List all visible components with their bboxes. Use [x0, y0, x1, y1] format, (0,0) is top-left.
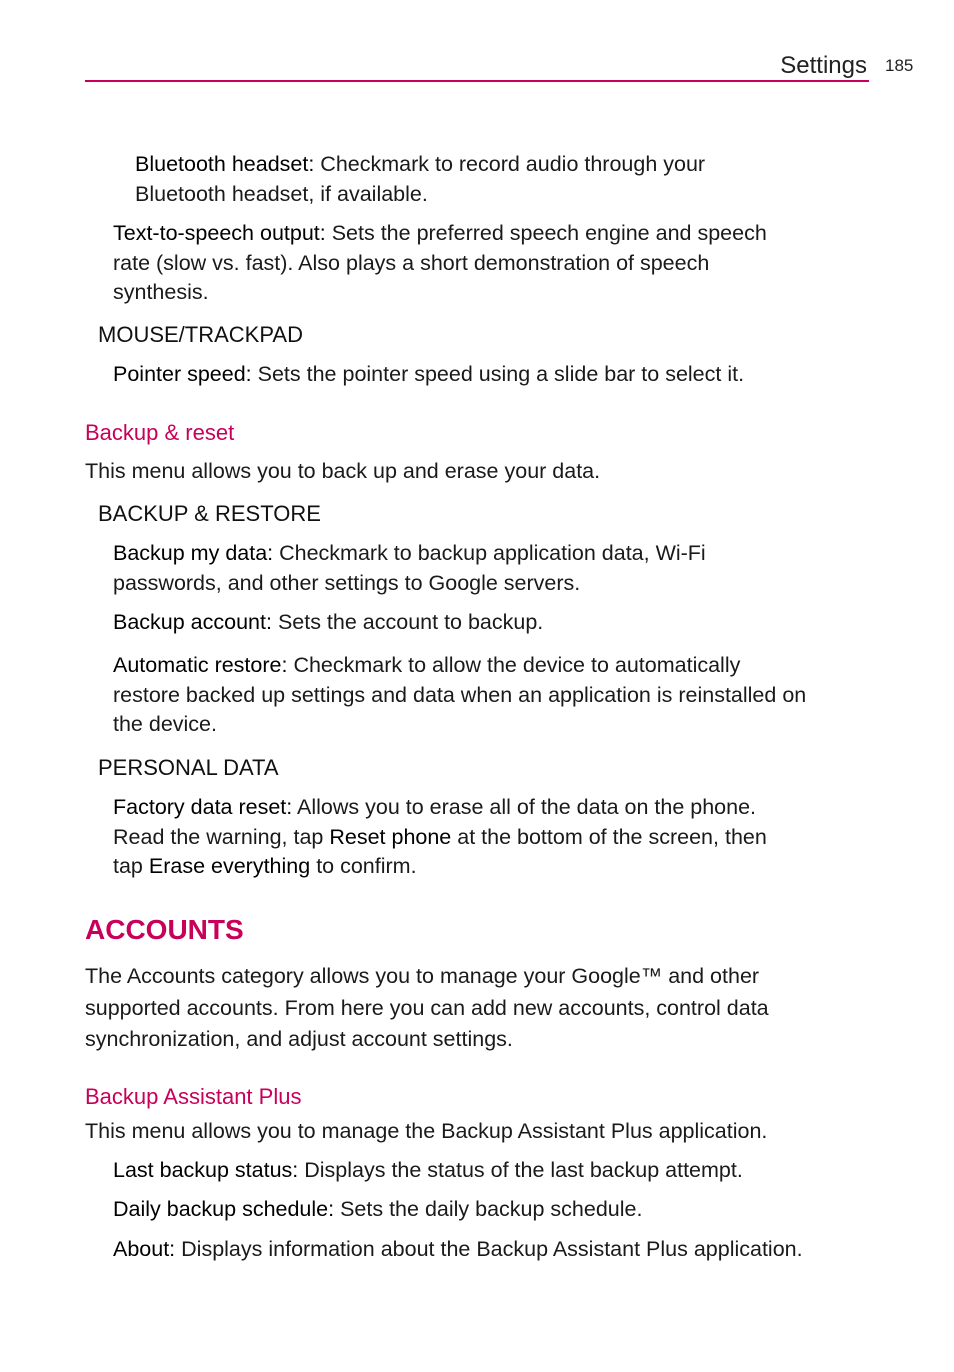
item-term: Backup account: — [113, 610, 272, 634]
item-term: Last backup status: — [113, 1158, 299, 1182]
body-line: The Accounts category allows you to manage your Google™ and other — [85, 964, 760, 988]
item-term: Automatic restore: — [113, 653, 288, 677]
item-desc: passwords, and other settings to Google servers. — [113, 570, 581, 595]
backup-reset-intro: This menu allows you to back up and erase your data. — [85, 459, 601, 483]
reset-phone-term: Reset phone — [329, 824, 452, 849]
backup-assistant-heading: Backup Assistant Plus — [85, 1084, 302, 1109]
item-desc: Checkmark to backup application data, Wi-Fi — [273, 541, 706, 565]
backup-my-data-item — [113, 539, 706, 598]
item-desc: to confirm. — [310, 854, 417, 878]
accounts-heading: ACCOUNTS — [85, 914, 244, 945]
item-term: Pointer speed: — [113, 362, 252, 386]
item-term: Daily backup schedule: — [113, 1197, 335, 1221]
item-desc: at the bottom of the screen, then — [451, 824, 767, 849]
header-divider — [85, 80, 869, 82]
about-item — [113, 1235, 803, 1265]
item-desc: Sets the pointer speed using a slide bar to select it. — [251, 362, 745, 386]
accounts-description — [85, 961, 769, 1056]
item-term: Backup my data: — [113, 541, 274, 565]
backup-assistant-intro: This menu allows you to manage the Backup Assistant Plus application. — [85, 1119, 768, 1143]
item-desc: rate (slow vs. fast). Also plays a short demonstration of speech — [113, 250, 710, 275]
item-desc: Allows you to erase all of the data on the phone. — [292, 795, 757, 819]
body-line: synchronization, and adjust account settings. — [85, 1027, 513, 1051]
item-desc: Sets the daily backup schedule. — [334, 1197, 643, 1221]
backup-reset-heading: Backup & reset — [85, 420, 235, 445]
bluetooth-headset-item — [135, 150, 705, 209]
daily-backup-schedule-item — [113, 1195, 642, 1225]
item-term: Text-to-speech output: — [113, 221, 326, 245]
tts-output-item — [113, 219, 767, 308]
item-term: Factory data reset: — [113, 795, 293, 819]
automatic-restore-item — [113, 651, 806, 740]
item-desc: tap — [113, 854, 149, 878]
category-mouse-trackpad: MOUSE/TRACKPAD — [98, 322, 303, 347]
item-desc: Checkmark to record audio through your — [314, 152, 706, 176]
last-backup-status-item — [113, 1156, 743, 1186]
erase-everything-term: Erase everything — [148, 854, 311, 878]
item-desc: Sets the account to backup. — [271, 610, 544, 634]
item-term: About: — [113, 1237, 176, 1261]
pointer-speed-item — [113, 360, 744, 390]
item-term: Bluetooth headset: — [135, 152, 315, 176]
item-desc: Sets the preferred speech engine and speech — [325, 221, 767, 245]
item-desc: restore backed up settings and data when an application is reinstalled on — [113, 682, 807, 707]
category-backup-restore: BACKUP & RESTORE — [98, 501, 321, 526]
item-desc: the device. — [113, 712, 217, 736]
body-line: supported accounts. From here you can add new accounts, control data — [85, 995, 769, 1020]
category-personal-data: PERSONAL DATA — [98, 755, 279, 780]
item-desc: Checkmark to allow the device to automatically — [287, 653, 741, 677]
item-desc: Displays the status of the last backup attempt. — [298, 1158, 743, 1182]
item-desc: Bluetooth headset, if available. — [135, 181, 428, 206]
item-desc: synthesis. — [113, 280, 209, 304]
item-desc: Displays information about the Backup Assistant Plus application. — [175, 1237, 803, 1261]
factory-reset-item — [113, 793, 767, 882]
item-desc: Read the warning, tap — [113, 824, 330, 849]
backup-account-item — [113, 608, 543, 638]
page-number: 185 — [885, 56, 914, 75]
header-section-title: Settings — [780, 52, 867, 79]
